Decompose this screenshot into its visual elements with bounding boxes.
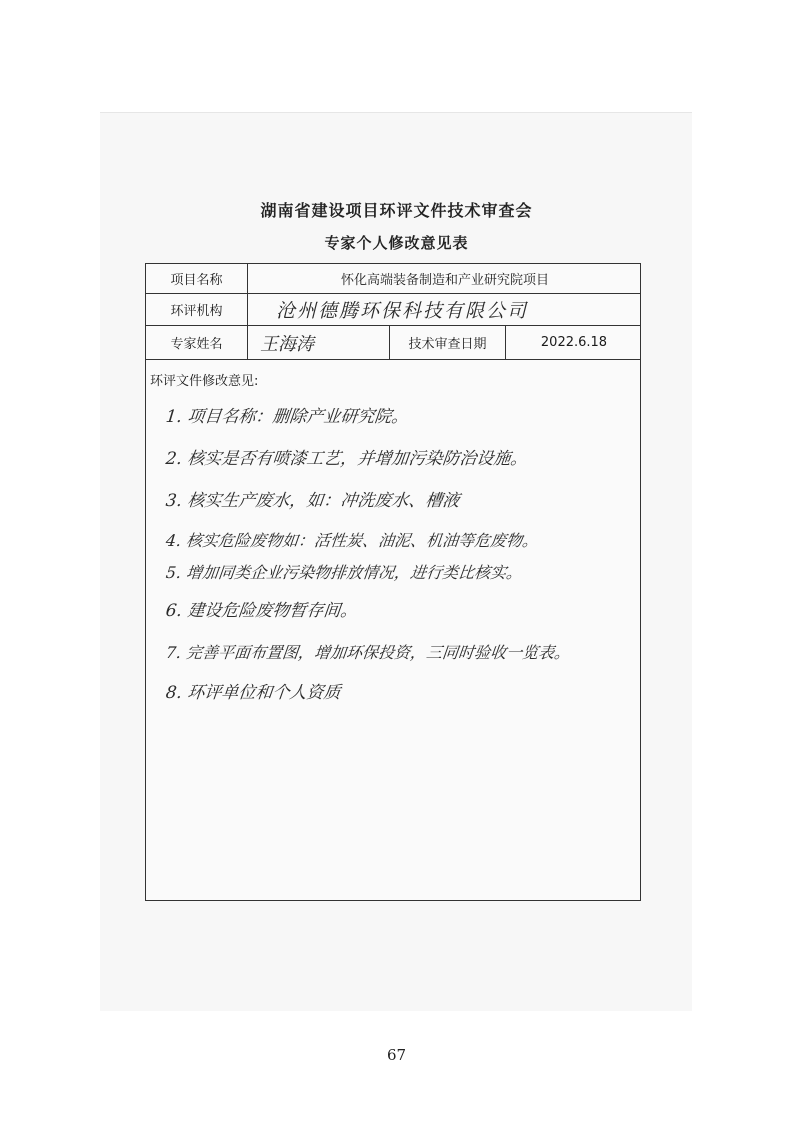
date-label: 技术审查日期: [390, 326, 506, 359]
document-title: 湖南省建设项目环评文件技术审查会: [260, 201, 533, 220]
agency-value: 沧州德腾环保科技有限公司: [276, 300, 529, 322]
agency-row: [146, 294, 640, 326]
expert-value: 王海涛: [248, 326, 390, 359]
project-name-label: 项目名称: [146, 264, 248, 293]
comment-2: 2. 核实是否有喷漆工艺，并增加污染防治设施。: [164, 449, 529, 469]
expert-label: 专家姓名: [146, 326, 248, 359]
review-form: [145, 263, 641, 901]
comment-8: 8. 环评单位和个人资质: [164, 683, 342, 703]
project-name-row: [146, 264, 640, 294]
project-name-value: 怀化高端装备制造和产业研究院项目: [340, 273, 549, 288]
comment-1: 1. 项目名称：删除产业研究院。: [164, 407, 410, 427]
comment-6: 6. 建设危险废物暂存间。: [164, 601, 359, 621]
comments-label: 环评文件修改意见:: [150, 374, 259, 389]
agency-label: 环评机构: [146, 294, 248, 325]
comment-4: 4. 核实危险废物如：活性炭、油泥、机油等危废物。: [164, 531, 540, 550]
comment-5: 5. 增加同类企业污染物排放情况，进行类比核实。: [164, 563, 524, 582]
page-number: 67: [386, 1046, 407, 1064]
comment-3: 3. 核实生产废水，如：冲洗废水、槽液: [164, 491, 461, 511]
document-subtitle: 专家个人修改意见表: [324, 234, 469, 252]
expert-row: [146, 326, 640, 360]
date-value: 2022.6.18: [540, 335, 608, 350]
comment-7: 7. 完善平面布置图，增加环保投资，三同时验收一览表。: [164, 643, 572, 662]
